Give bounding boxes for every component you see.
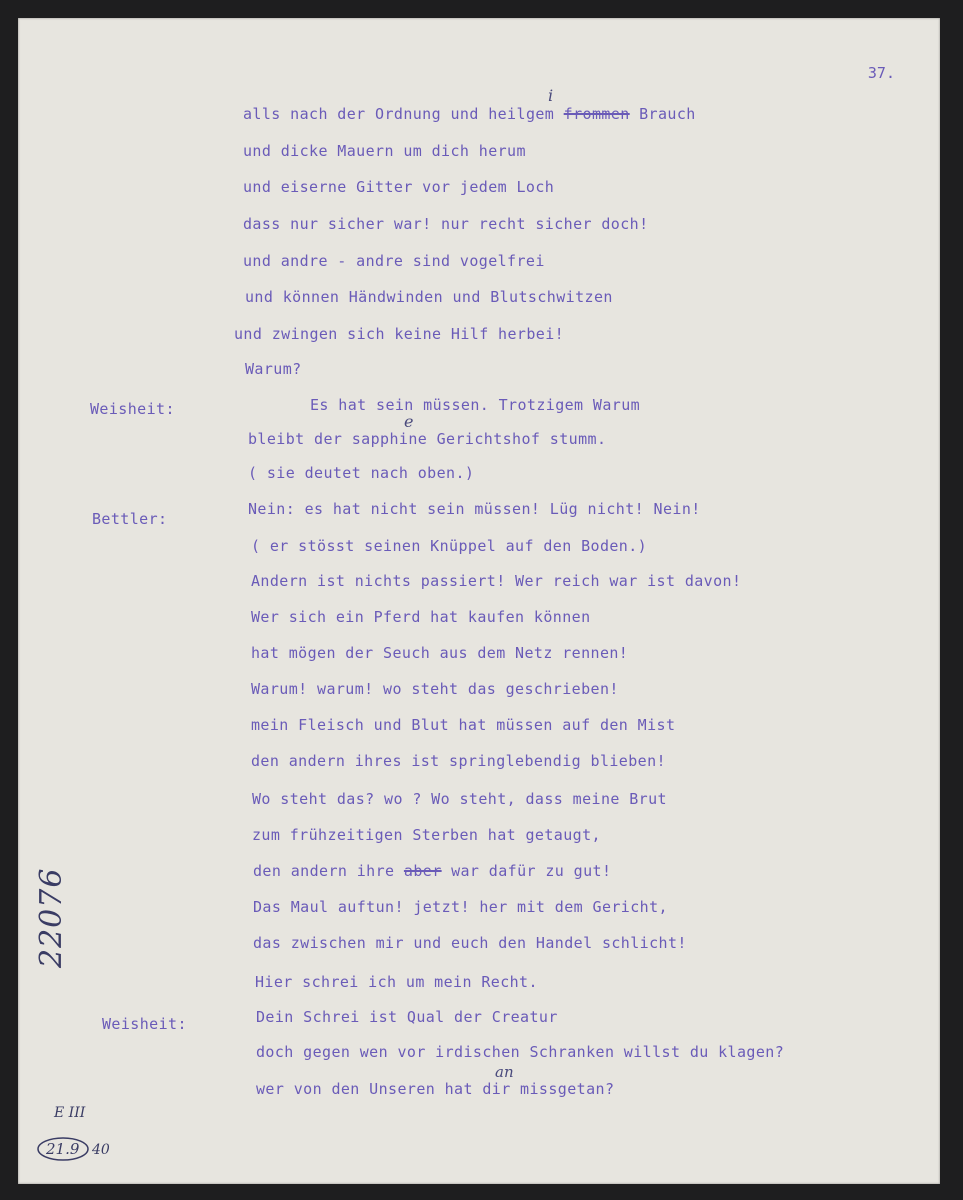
folio-number: 21.9: [46, 1140, 80, 1158]
verse-line: mein Fleisch und Blut hat müssen auf den Mist: [251, 716, 676, 734]
verse-line: doch gegen wen vor irdischen Schranken willst du klagen?: [256, 1043, 785, 1061]
verse-line: und andre - andre sind vogelfrei: [243, 252, 545, 270]
verse-line: alls nach der Ordnung und heilgem frommen Brauch: [243, 105, 696, 123]
verse-line: ( er stösst seinen Knüppel auf den Boden.): [251, 537, 648, 555]
verse-line: den andern ihres ist springlebendig blieben!: [251, 752, 666, 770]
verse-line: und können Händwinden und Blutschwitzen: [245, 288, 613, 306]
handwritten-insertion: e: [404, 412, 414, 431]
verse-line: das zwischen mir und euch den Handel schlicht!: [253, 934, 687, 952]
verse-line: Wo steht das? wo ? Wo steht, dass meine Brut: [252, 790, 667, 808]
verse-line: Warum?: [245, 360, 302, 378]
page-number: 37.: [867, 64, 895, 82]
struck-word: aber: [403, 862, 442, 880]
verse-line: Wer sich ein Pferd hat kaufen können: [251, 608, 591, 626]
verse-line: Nein: es hat nicht sein müssen! Lüg nicht! Nein!: [248, 500, 701, 518]
verse-line: und dicke Mauern um dich herum: [243, 142, 526, 160]
speaker-label: Weisheit:: [90, 400, 175, 418]
verse-line: wer von den Unseren hat dir missgetan?: [256, 1080, 615, 1098]
verse-line: Hier schrei ich um mein Recht.: [255, 973, 538, 991]
verse-line: und zwingen sich keine Hilf herbei!: [234, 325, 565, 343]
verse-line: Es hat sein müssen. Trotzigem Warum: [310, 396, 641, 414]
verse-line: Dein Schrei ist Qual der Creatur: [256, 1008, 558, 1026]
verse-line: bleibt der sapphine Gerichtshof stumm.: [248, 430, 607, 448]
verse-line: den andern ihre aber war dafür zu gut!: [253, 862, 612, 880]
folio-tail: 40: [92, 1142, 110, 1158]
verse-line: ( sie deutet nach oben.): [248, 464, 475, 482]
speaker-label: Weisheit:: [102, 1015, 187, 1033]
handwritten-insertion: an: [495, 1063, 514, 1081]
verse-line: Das Maul auftun! jetzt! her mit dem Gericht,: [253, 898, 668, 916]
verse-line: und eiserne Gitter vor jedem Loch: [243, 178, 555, 196]
verse-line: zum frühzeitigen Sterben hat getaugt,: [252, 826, 601, 844]
verse-line: Andern ist nichts passiert! Wer reich war ist davon!: [251, 572, 742, 590]
verse-line: hat mögen der Seuch aus dem Netz rennen!: [251, 644, 629, 662]
handwritten-insertion: i: [548, 86, 554, 105]
verse-line: Warum! warum! wo steht das geschrieben!: [251, 680, 619, 698]
verse-line: dass nur sicher war! nur recht sicher doch!: [243, 215, 649, 233]
shelf-mark: E III: [54, 1105, 86, 1121]
speaker-label: Bettler:: [92, 510, 168, 528]
archive-number: 22076: [34, 867, 69, 968]
struck-word: frommen: [563, 105, 630, 123]
